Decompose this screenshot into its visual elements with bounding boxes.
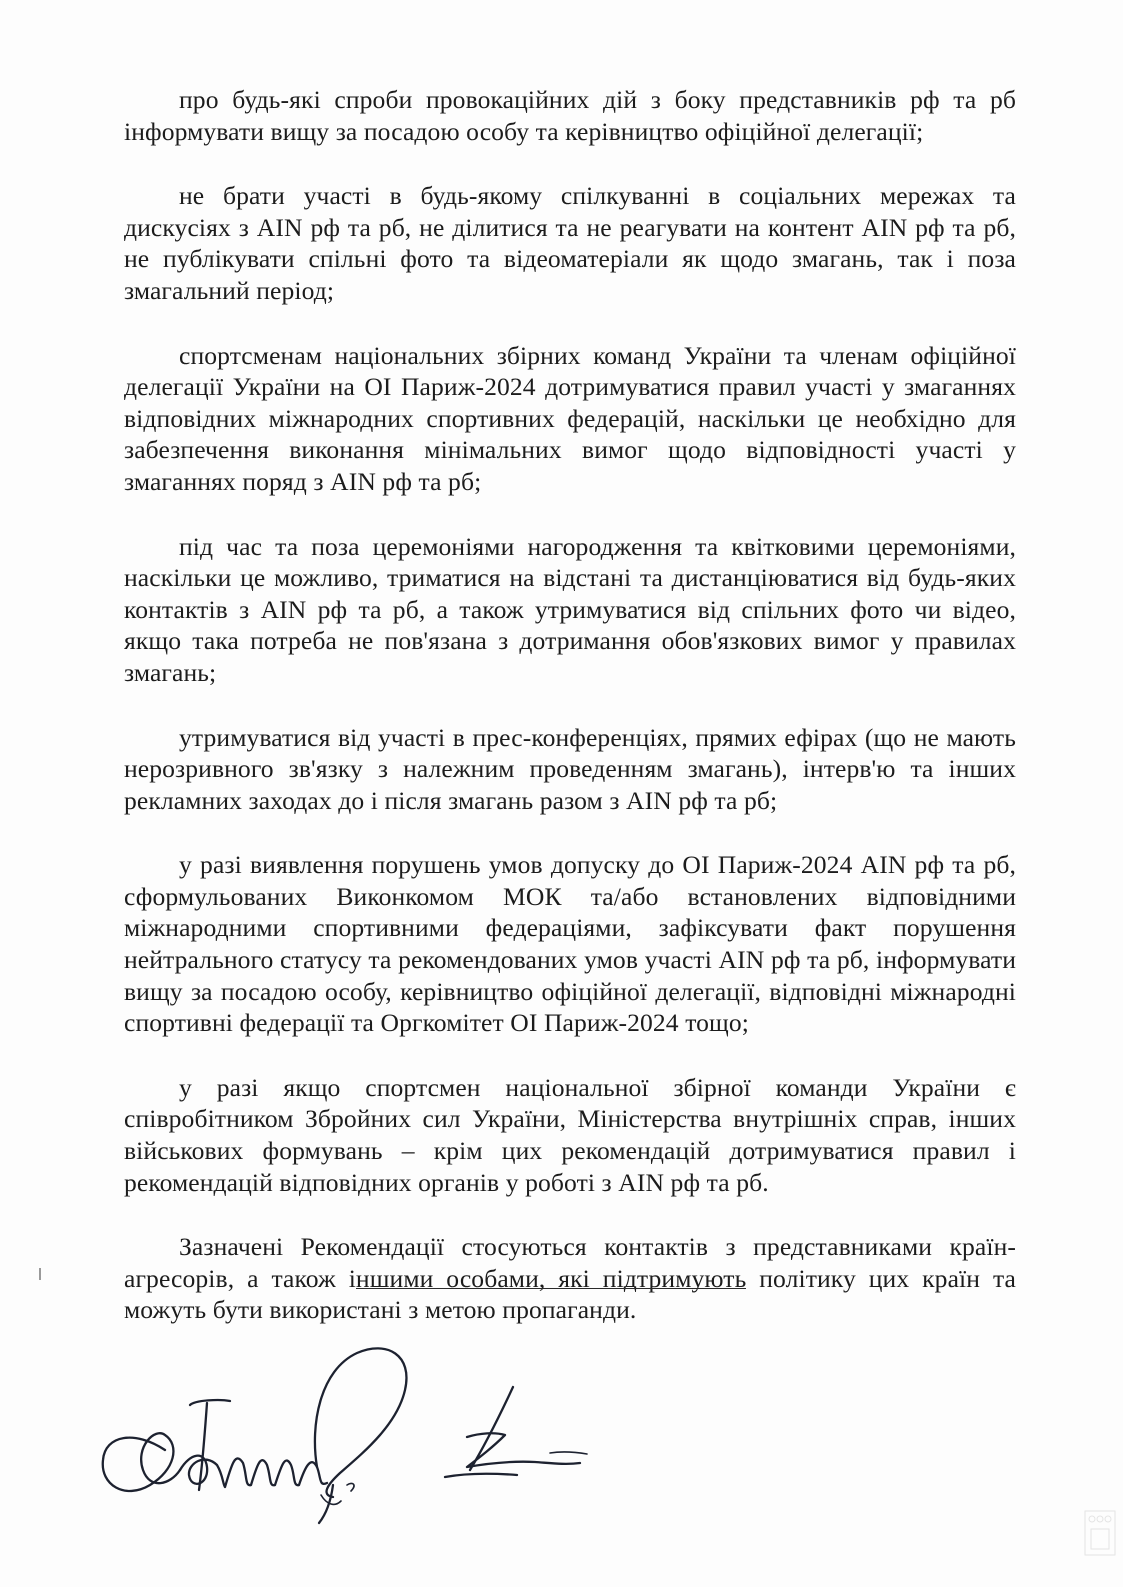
end-of-text-separator xyxy=(356,1288,746,1289)
paragraph-ceremonies: під час та поза церемоніями нагородження та квітковими церемоніями, наскільки це можливо, триматися на відстані та дистанціюватися від будь-яких контактів з AIN рф та рб, а також утримуватися від спільних фото чи відео, якщо така потреба не пов'язана з дотримання обов'язкових вимог у правилах змагань; xyxy=(124,531,1016,687)
paragraph-social-media: не брати участі в будь-якому спілкуванні в соціальних мережах та дискусіях з AIN рф та рб, не ділитися та не реагувати на контент AIN рф та рб, не публікувати спільні фото та відеоматеріали як щодо змагань, так і поза змагальний період; xyxy=(124,181,1016,305)
paragraph-competition-rules: спортсменам національних збірних команд України та членам офіційної делегації України на ОІ Париж-2024 дотримуватися правил участі у змаганнях відповідних міжнародних спортивних федерацій, наскільки це необхідно для забезпечення виконання мінімальних вимог щодо відповідності участі у змаганнях поряд з AIN рф та рб; xyxy=(124,340,1016,496)
corner-watermark-icon xyxy=(1083,1509,1117,1557)
handwritten-signature xyxy=(95,1335,615,1535)
paragraph-press-events: утримуватися від участі в прес-конференціях, прямих ефірах (що не мають нерозривного зв'язку з належним проведенням змагань), інтерв'ю та інших рекламних заходах до і після змагань разом з AIN рф та рб; xyxy=(124,722,1016,815)
paragraph-scope-note: Зазначені Рекомендації стосуються контактів з представниками країн-агресорів, а також іншими особами, які підтримують політику цих країн та можуть бути використані з метою пропаганди. xyxy=(124,1232,1016,1325)
document-body xyxy=(124,84,1016,1326)
signature-drawing xyxy=(95,1335,615,1535)
paragraph-military-athletes: у разі якщо спортсмен національної збірної команди України є співробітником Збройних сил України, Міністерства внутрішніх справ, інших військових формувань – крім цих рекомендацій дотримуватися правил і рекомендацій відповідних органів у роботі з AIN рф та рб. xyxy=(124,1072,1016,1197)
paragraph-violations: у разі виявлення порушень умов допуску до ОІ Париж-2024 AIN рф та рб, сформульованих Виконкомом МОК та/або встановлених відповідними міжнародними спортивними федераціями, зафіксувати факт порушення нейтрального статусу та рекомендованих умов участі AIN рф та рб, інформувати вищу за посадою особу, керівництво офіційної делегації, відповідні міжнародні спортивні федерації та Оргкомітет ОІ Париж-2024 тощо; xyxy=(124,850,1016,1038)
scan-artifact-mark xyxy=(39,1268,41,1280)
paragraph-provocation-reporting: про будь-які спроби провокаційних дій з боку представників рф та рб інформувати вищу за посадою особу та керівництво офіційної делегації; xyxy=(124,85,1016,146)
